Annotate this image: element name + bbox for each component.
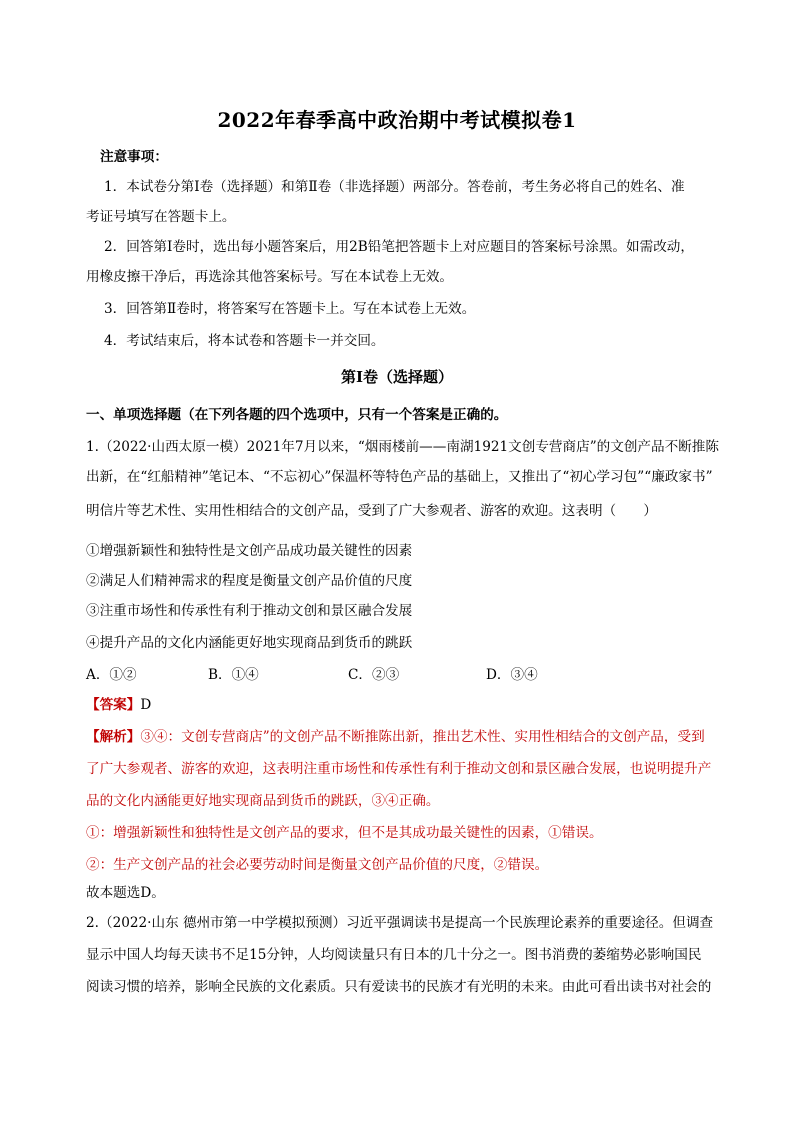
- notice-item-2-line-2: 用橡皮擦干净后，再选涂其他答案标号。写在本试卷上无效。: [86, 269, 454, 285]
- notice-item-4: 4．考试结束后，将本试卷和答题卡一并交回。: [104, 333, 385, 349]
- question-1-analysis-line-4: ①：增强新颖性和独特性是文创产品的要求，但不是其成功最关键性的因素，①错误。: [86, 825, 603, 841]
- section-instruction: 一、单项选择题（在下列各题的四个选项中，只有一个答案是正确的。: [86, 407, 508, 423]
- notice-item-1-line-1: 1．本试卷分第Ⅰ卷（选择题）和第Ⅱ卷（非选择题）两部分。答卷前，考生务必将自己的姓名、准: [104, 179, 685, 195]
- question-1-line-2: 出新，在“红船精神”笔记本、“不忘初心”保温杯等特色产品的基础上，又推出了“初心学习包”“廉政家书”: [86, 469, 713, 485]
- question-1-option-c: C．②③: [348, 667, 400, 683]
- question-1-analysis-line-1: [86, 728, 705, 746]
- notice-item-3: 3．回答第Ⅱ卷时，将答案写在答题卡上。写在本试卷上无效。: [104, 301, 476, 317]
- question-1-analysis-line-3: 品的文化内涵能更好地实现商品到货币的跳跃，③④正确。: [86, 793, 440, 809]
- section-title: 第Ⅰ卷（选择题）: [340, 368, 454, 386]
- analysis-tag: 【解析】: [86, 729, 141, 745]
- question-1-option-d: D．③④: [486, 667, 538, 683]
- notice-item-2-line-1: 2．回答第Ⅰ卷时，选出每小题答案后，用2B铅笔把答题卡上对应题目的答案标号涂黑。如需改动，: [104, 239, 694, 255]
- analysis-text: ③④：文创专营商店”的文创产品不断推陈出新，推出艺术性、实用性相结合的文创产品，受到: [140, 729, 705, 745]
- question-1-option-b: B．①④: [208, 667, 259, 683]
- question-1-analysis-line-5: ②：生产文创产品的社会必要劳动时间是衡量文创产品价值的尺度，②错误。: [86, 857, 549, 873]
- notice-item-1-line-2: 考证号填写在答题卡上。: [86, 209, 236, 225]
- question-1-analysis-line-2: 了广大参观者、游客的欢迎，这表明注重市场性和传承性有利于推动文创和景区融合发展，也说明提升产: [86, 761, 712, 777]
- question-1-statement-4: ④提升产品的文化内涵能更好地实现商品到货币的跳跃: [86, 635, 413, 651]
- question-1-statement-1: ①增强新颖性和独特性是文创产品成功最关键性的因素: [86, 543, 413, 559]
- notice-heading: 注意事项：: [100, 149, 168, 165]
- question-1-line-1: 1.（2022·山西太原一模）2021年7月以来，“烟雨楼前——南湖1921文创专营商店”的文创产品不断推陈: [86, 439, 719, 455]
- question-1-statement-2: ②满足人们精神需求的程度是衡量文创产品价值的尺度: [86, 573, 413, 589]
- question-2-line-2: 显示中国人均每天读书不足15分钟，人均阅读量只有日本的几十分之一。图书消费的萎缩势必影响国民: [86, 947, 702, 963]
- question-1-statement-3: ③注重市场性和传承性有利于推动文创和景区融合发展: [86, 603, 413, 619]
- question-1-line-3: 明信片等艺术性、实用性相结合的文创产品，受到了广大参观者、游客的欢迎。这表明（ ）: [86, 503, 657, 519]
- question-1-answer: [86, 696, 151, 714]
- exam-title: 2022年春季高中政治期中考试模拟卷1: [217, 108, 577, 132]
- question-1-conclusion: 故本题选D。: [86, 885, 165, 901]
- question-2-line-1: 2.（2022·山东 德州市第一中学模拟预测）习近平强调读书是提高一个民族理论素养的重要途径。但调查: [86, 915, 714, 931]
- answer-value: D: [140, 697, 152, 713]
- question-1-option-a: A．①②: [86, 667, 137, 683]
- question-2-line-3: 阅读习惯的培养，影响全民族的文化素质。只有爱读书的民族才有光明的未来。由此可看出读书对社会的: [86, 979, 712, 995]
- answer-tag: 【答案】: [86, 697, 141, 713]
